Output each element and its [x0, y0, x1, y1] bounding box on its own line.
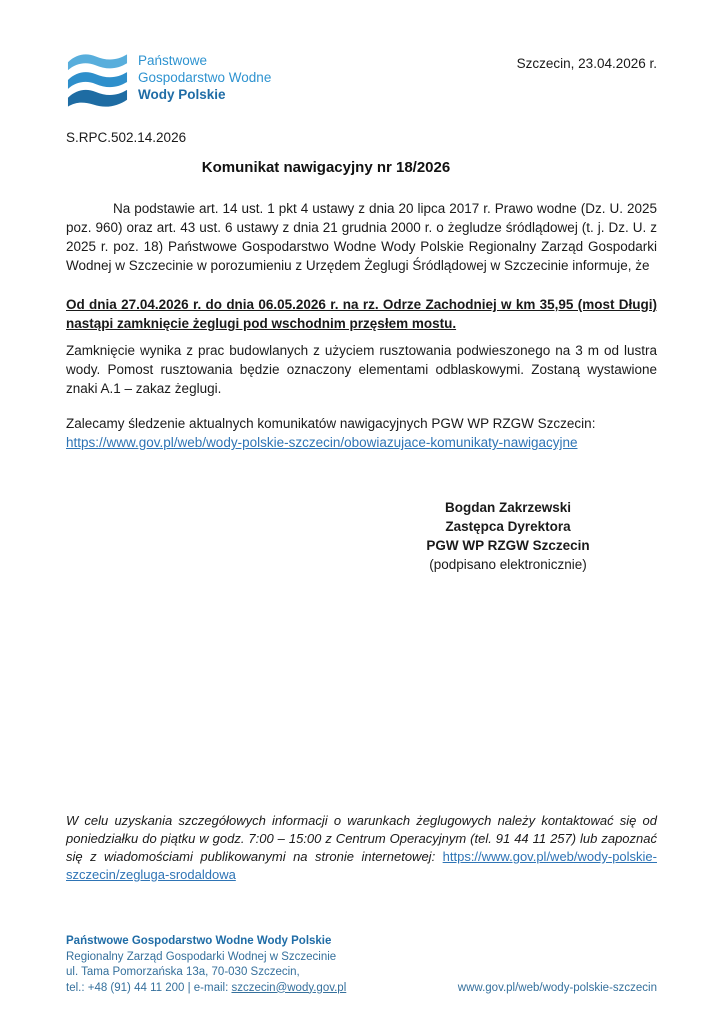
signatory-title: Zastępca Dyrektora	[445, 519, 571, 534]
logo	[66, 50, 271, 110]
signature-block	[368, 498, 648, 574]
logo-line-2: Gospodarstwo Wodne	[138, 70, 272, 85]
signatory-name: Bogdan Zakrzewski	[444, 500, 572, 515]
closure-details-paragraph: Zamknięcie wynika z prac budowlanych z użyciem rusztowania podwieszonego na 3 m od lustra wody. Pomost rusztowania będzie oznaczony elementami odblaskowymi. Zostaną wystawione znaki A.1 – zakaz żeglugi.	[66, 343, 657, 396]
legal-basis-paragraph: Na podstawie art. 14 ust. 1 pkt 4 ustawy z dnia 20 lipca 2017 r. Prawo wodne (Dz. U. 2025 poz. 960) oraz art. 43 ust. 6 ustawy z dnia 21 grudnia 2000 r. o żegludze śródlądowej (t. j. Dz. U. z 2025 r. poz. 18) Państwowe Gospodarstwo Wodne Wody Polskie Regionalny Zarząd Gospodarki Wodnej w Szczecinie w porozumieniu z Urzędem Żeglugi Śródlądowej w Szczecinie informuje, że	[66, 201, 657, 273]
footer	[66, 934, 657, 996]
navigation-announcements-link[interactable]: https://www.gov.pl/web/wody-polskie-szczecin/obowiazujace-komunikaty-nawigacyjne	[66, 435, 578, 450]
footer-address: ul. Tama Pomorzańska 13a, 70-030 Szczecin,	[66, 966, 300, 978]
reference-number: S.RPC.502.14.2026	[66, 130, 187, 145]
contact-info-paragraph	[66, 812, 657, 884]
signatory-org: PGW WP RZGW Szczecin	[426, 538, 590, 553]
signature-note: (podpisano elektronicznie)	[429, 557, 587, 572]
logo-text	[138, 52, 271, 103]
logo-line-1: Państwowe	[138, 53, 208, 68]
logo-line-3: Wody Polskie	[138, 87, 226, 102]
footer-contact-prefix: tel.: +48 (91) 44 11 200 | e-mail:	[66, 981, 232, 994]
navigation-info-link[interactable]: https://www.gov.pl/web/wody-polskie-szczecin/zegluga-srodaldowa	[66, 849, 657, 882]
footer-unit: Regionalny Zarząd Gospodarki Wodnej w Szczecinie	[66, 950, 337, 963]
footer-website: www.gov.pl/web/wody-polskie-szczecin	[457, 981, 657, 994]
closure-announcement: Od dnia 27.04.2026 r. do dnia 06.05.2026 r. na rz. Odrze Zachodniej w km 35,95 (most Długi) nastąpi zamknięcie żeglugi pod wschodnim przęsłem mostu.	[66, 297, 657, 331]
footer-org-name: Państwowe Gospodarstwo Wodne Wody Polskie	[66, 935, 332, 947]
footer-contact-line	[66, 981, 346, 997]
recommendation-text: Zalecamy śledzenie aktualnych komunikatów nawigacyjnych PGW WP RZGW Szczecin:	[66, 416, 596, 431]
recommendation-paragraph	[66, 414, 657, 452]
contact-info-text: W celu uzyskania szczegółowych informacji o warunkach żeglugowych należy kontaktować się od poniedziałku do piątku w godz. 7:00 – 15:00 z Centrum Operacyjnym (tel. 91 44 11 257) lub zapoznać się z wiadomościami publikowanymi na stronie internetowej:	[66, 813, 657, 864]
header-row	[66, 50, 657, 110]
document-title: Komunikat nawigacyjny nr 18/2026	[201, 159, 451, 176]
wody-polskie-waves-icon	[66, 50, 129, 110]
footer-left	[66, 934, 346, 996]
footer-email-link[interactable]: szczecin@wody.gov.pl	[231, 981, 347, 994]
dateline: Szczecin, 23.04.2026 r.	[516, 56, 657, 71]
